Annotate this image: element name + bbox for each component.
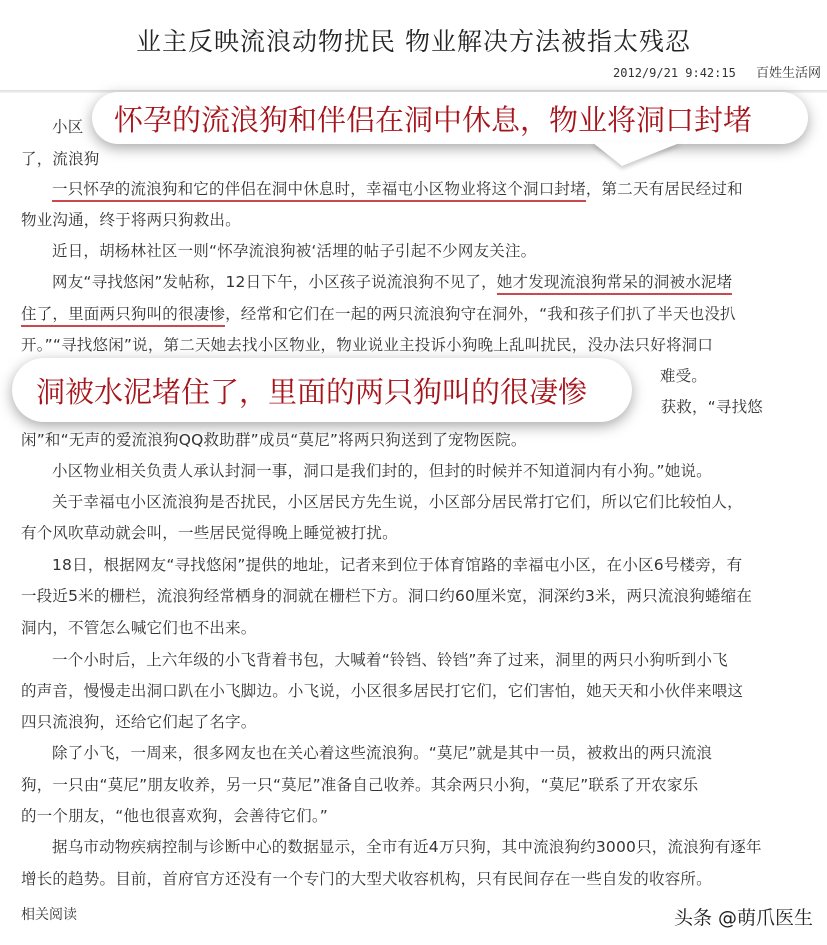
article-line xyxy=(52,553,742,575)
text-segment: 物业沟通，终于将两只狗救出。 xyxy=(21,211,241,229)
callout-text: 怀孕的流浪狗和伴侣在洞中休息，物业将洞口封堵 xyxy=(114,102,753,137)
text-segment: 了，流浪狗 xyxy=(21,150,100,168)
article-line xyxy=(52,239,536,261)
underlined-text: 一只怀孕的流浪狗和它的伴侣在洞中休息时，幸福屯小区物业将这个洞口封堵 xyxy=(52,180,586,202)
publish-date: 2012/9/21 9:42:15 xyxy=(613,66,736,80)
underlined-text: 她才发现流浪狗常呆的洞被水泥堵 xyxy=(497,273,733,295)
article-line xyxy=(52,115,83,137)
callout-text: 洞被水泥堵住了，里面的两只狗叫的很凄惨 xyxy=(36,374,588,409)
text-segment: 开。”“寻找悠闲”说，第二天她去找小区物业，物业说业主投诉小狗晚上乱叫扰民，没办法只好将洞口 xyxy=(21,336,714,354)
watermark: 头条 @萌爪医生 xyxy=(673,907,813,929)
article-source: 百姓生活网 xyxy=(755,66,821,81)
article-line xyxy=(21,867,712,889)
text-segment: 小区 xyxy=(52,118,84,136)
text-segment: 据乌市动物疾病控制与诊断中心的数据显示，全市有近4万只狗，其中流浪狗约3000只，流浪狗有逐年 xyxy=(52,838,762,856)
article-line xyxy=(21,679,743,701)
text-segment: 的一个朋友，“他也很喜欢狗，会善待它们。” xyxy=(21,807,329,825)
article-line xyxy=(21,302,736,324)
callout-bubble-top xyxy=(92,92,808,144)
article-line xyxy=(52,177,743,199)
article-line xyxy=(21,616,257,638)
text-segment: 狗，一只由“莫尼”朋友收养，另一只“莫尼”准备自己收养。其余两只小狗，“莫尼”联系了开农家乐 xyxy=(21,776,699,794)
article-title: 业主反映流浪动物扰民 物业解决方法被指太残忍 xyxy=(136,27,691,56)
related-reading-link[interactable]: 相关阅读 xyxy=(21,907,77,923)
callout-bubble-middle xyxy=(12,358,632,422)
text-segment: ，第二天有居民经过和 xyxy=(585,180,743,198)
text-segment: 关于幸福屯小区流浪狗是否扰民，小区居民方先生说，小区部分居民常打它们，所以它们比较怕人， xyxy=(52,493,743,511)
article-line xyxy=(21,521,398,543)
text-segment: 四只流浪狗，还给它们起了名字。 xyxy=(21,713,257,731)
article-line xyxy=(21,428,527,450)
article-line xyxy=(52,835,762,857)
article-line xyxy=(52,270,732,292)
text-segment: 洞内，不管怎么喊它们也不出来。 xyxy=(21,619,257,637)
article-line xyxy=(21,710,257,732)
text-segment: 闲”和“无声的爱流浪狗QQ救助群”成员“莫尼”将两只狗送到了宠物医院。 xyxy=(21,431,527,449)
article-line xyxy=(52,648,728,670)
text-segment: 近日，胡杨林社区一则“怀孕流浪狗被‘活埋的帖子引起不少网友关注。 xyxy=(52,242,537,260)
article-line xyxy=(661,395,763,417)
text-segment: 获救，“寻找悠 xyxy=(660,398,763,416)
text-segment: 的声音，慢慢走出洞口趴在小飞脚边。小飞说，小区很多居民打它们，它们害怕，她天天和小伙伴来喂这 xyxy=(21,682,744,700)
article-meta xyxy=(613,62,821,81)
article-line xyxy=(21,208,241,230)
text-segment: 难受。 xyxy=(659,367,707,385)
article-line xyxy=(21,804,328,826)
text-segment: 小区物业相关负责人承认封洞一事，洞口是我们封的，但封的时候并不知道洞内有小狗。”她说。 xyxy=(52,462,712,480)
text-segment: 一段近5米的栅栏，流浪狗经常栖身的洞就在栅栏下方。洞口约60厘米宽，洞深约3米，两只流浪狗蜷缩在 xyxy=(21,587,753,605)
article-line xyxy=(660,364,707,386)
callout-tail xyxy=(592,142,682,166)
article-line xyxy=(21,584,752,606)
article-line xyxy=(21,147,100,169)
text-segment: 除了小飞，一周来，很多网友也在关心着这些流浪狗。“莫尼”就是其中一员，被救出的两只流浪 xyxy=(52,744,713,762)
text-segment: 一个小时后，上六年级的小飞背着书包，大喊着“铃铛、铃铛”奔了过来，洞里的两只小狗听到小飞 xyxy=(52,651,728,669)
article-line xyxy=(52,490,743,512)
article-line xyxy=(21,333,713,355)
article-line xyxy=(52,741,712,763)
underlined-text: 住了，里面两只狗叫的很凄惨 xyxy=(21,305,225,327)
article-line xyxy=(21,773,698,795)
article-line xyxy=(52,459,712,481)
text-segment: ，经常和它们在一起的两只流浪狗守在洞外，“我和孩子们扒了半天也没扒 xyxy=(225,305,736,323)
text-segment: 有个风吹草动就会叫，一些居民觉得晚上睡觉被打扰。 xyxy=(21,524,398,542)
text-segment: 网友“寻找悠闲”发帖称，12日下午，小区孩子说流浪狗不见了， xyxy=(52,273,497,291)
text-segment: 增长的趋势。目前，首府官方还没有一个专门的大型犬收容机构，只有民间存在一些自发的收容所。 xyxy=(21,870,712,888)
text-segment: 18日，根据网友“寻找悠闲”提供的地址，记者来到位于体育馆路的幸福屯小区，在小区6号楼旁，有 xyxy=(52,556,743,574)
